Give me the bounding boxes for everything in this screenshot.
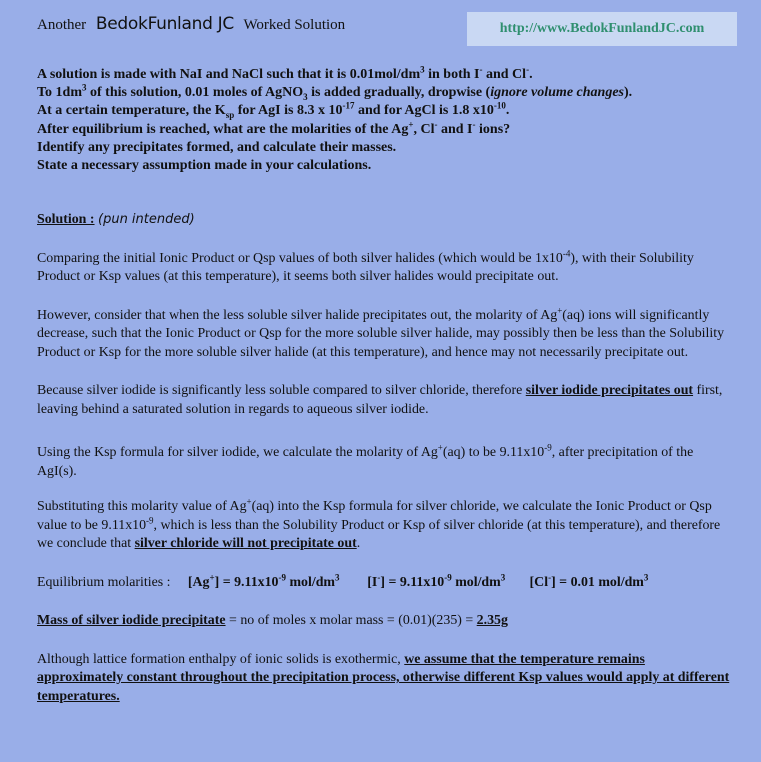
header-suffix: Worked Solution (243, 17, 346, 33)
question-line-4: After equilibrium is reached, what are the molarities of the Ag+, Cl- and I- ions? (37, 118, 511, 137)
paragraph-3: Because silver iodide is significantly less soluble compared to silver chloride, therefore silver iodide precipitates out first, leaving behind a saturated solution in regards to aqueous silver iodide. (37, 383, 723, 417)
eq-i: $[I^-] = 9.11x10^{-9}$ mol/$dm^3$ (367, 571, 506, 590)
mass-value: 2.35g (476, 613, 508, 628)
eq-label: Equilibrium molarities : (37, 574, 171, 590)
paragraph-2: However, consider that when the less soluble silver halide precipitates out, the molarity of Ag+(aq) ions will significantly decrease, such that the Ionic Product or Qsp for the more soluble silver halide, may possibly then be less than the Solubility Product or Ksp for the more soluble silver halide (at this temperature), and hence may not necessarily precipitate out. (37, 304, 725, 360)
mass-line: Mass of silver iodide precipitate = no of moles x molar mass = (0.01)(235) = 2.35g (37, 613, 508, 628)
eq-ag: $[Ag^+] = 9.11x10^{-9}$ mol/$dm^3$ (187, 571, 340, 590)
paragraph-4: Using the Ksp formula for silver iodide, we calculate the molarity of Ag+(aq) to be $9.11x10^{-9}$, after precipitation of the AgI(s). (37, 442, 694, 479)
site-url-text[interactable]: http://www.BedokFunlandJC.com (499, 21, 705, 36)
equilibrium-molarities (37, 571, 732, 593)
question-line-3: At a certain temperature, the $K_{sp}$ for AgI is 8.3 x $10^{-17}$ and for AgCl is 1.8 $x10^{-10}$. (37, 100, 510, 121)
header (37, 14, 345, 34)
header-prefix: Another (37, 17, 87, 33)
question-line-5: Identify any precipitates formed, and calculate their masses. (37, 139, 397, 155)
assumption-paragraph: Although lattice formation enthalpy of ionic solids is exothermic, we assume that the temperature remains approximately constant throughout the precipitation process, otherwise different Ksp values would apply at different temperatures. (37, 651, 730, 704)
solution-body (37, 211, 732, 706)
pun-note: (pun intended) (98, 212, 195, 227)
paragraph-1: Comparing the initial Ionic Product or Qsp values of both silver halides (which would be $1x10^{-4}$), with their Solubility Product or Ksp values (at this temperature), it seems both silver halides would precipitate out. (37, 247, 694, 284)
solution-heading: Solution : (pun intended) (37, 212, 195, 227)
question-block (37, 66, 737, 175)
eq-cl: [Cl-] = 0.01 mol/$dm^3$ (529, 571, 649, 590)
paragraph-5: Substituting this molarity value of Ag+(aq) into the Ksp formula for silver chloride, we calculate the Ionic Product or Qsp value to be $9.11x10^{-9}$, which is less than the Solubility Product or Ksp of silver chloride (at this temperature), and therefore we conclude that silver chloride will not precipitate out. (37, 496, 721, 551)
site-logo: BedokFunland JC (95, 14, 234, 34)
question-line-6: State a necessary assumption made in your calculations. (37, 158, 372, 174)
question-line-2: To $1dm^3$ of this solution, 0.01 moles of AgNO$_3$ is added gradually, dropwise (ignore volume changes). (37, 82, 633, 102)
question-line-1: A solution is made with NaI and NaCl such that it is $0.01mol/dm^3$ in both I- and Cl-. (37, 64, 533, 82)
site-url-link[interactable] (467, 12, 737, 46)
